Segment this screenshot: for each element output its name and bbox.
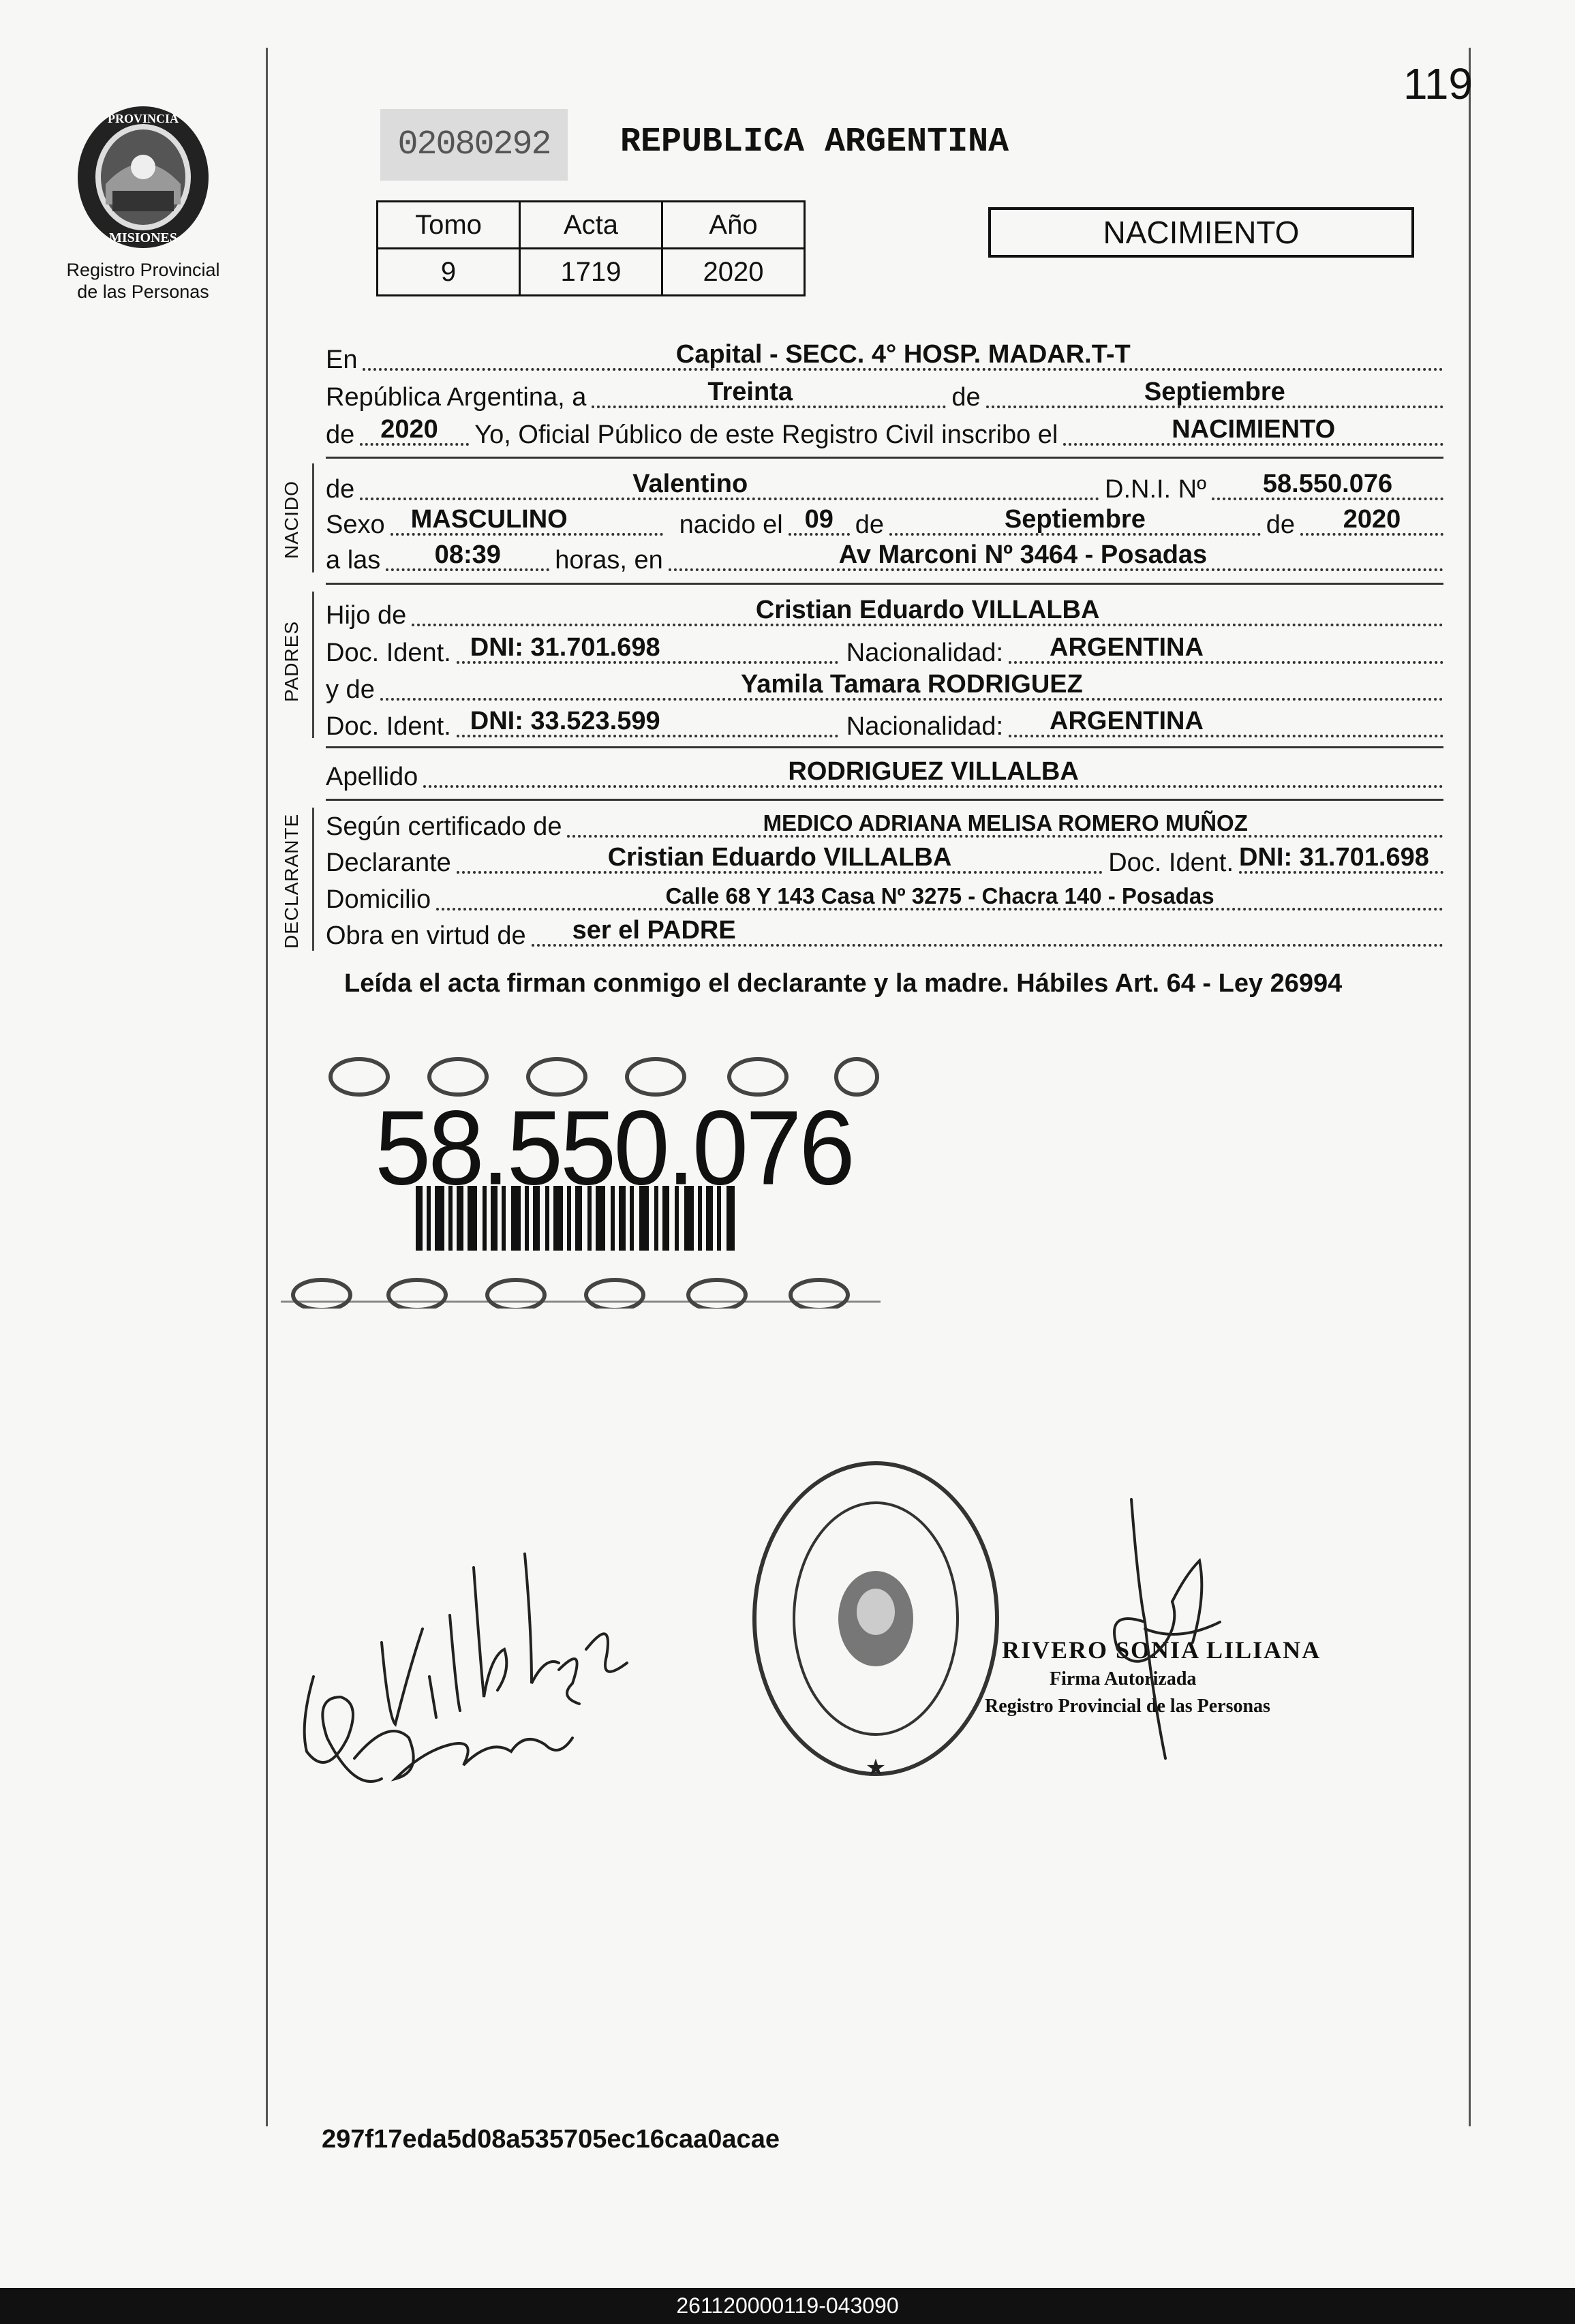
label-de: de — [951, 383, 981, 412]
row-domicilio — [326, 881, 1443, 915]
section-label-nacido: NACIDO — [281, 480, 302, 559]
serial-number: 02080292 — [380, 109, 568, 181]
svg-text:★: ★ — [865, 1755, 887, 1781]
value-inscribo: NACIMIENTO — [1172, 415, 1336, 444]
value-father-nat: ARGENTINA — [1050, 633, 1204, 662]
official-signature-icon — [1063, 1486, 1240, 1772]
page-number: 119 — [1403, 59, 1473, 108]
row-certificado — [326, 808, 1443, 842]
value-mother-nat: ARGENTINA — [1050, 707, 1204, 735]
value-apellido: RODRIGUEZ VILLALBA — [788, 757, 1079, 786]
label-de2: de — [326, 421, 355, 449]
separator-apellido — [326, 799, 1443, 801]
svg-text:PROVINCIA: PROVINCIA — [107, 112, 179, 125]
header-tomo: Tomo — [378, 202, 520, 249]
document-title: REPUBLICA ARGENTINA — [620, 123, 1009, 162]
value-father: Cristian Eduardo VILLALBA — [755, 596, 1100, 624]
value-certificado: MEDICO ADRIANA MELISA ROMERO MUÑOZ — [763, 810, 1248, 836]
separator-nacido — [326, 583, 1443, 585]
logo-caption-line2: de las Personas — [77, 281, 209, 302]
value-en: Capital - SECC. 4° HOSP. MADAR.T-T — [675, 340, 1131, 369]
label-obra: Obra en virtud de — [326, 921, 526, 950]
label-dni: D.N.I. Nº — [1105, 475, 1206, 504]
row-republica — [326, 378, 1443, 412]
label-decl-doc: Doc. Ident. — [1108, 848, 1234, 877]
legal-note: Leída el acta firman conmigo el declarante y la madre. Hábiles Art. 64 - Ley 26994 — [344, 969, 1343, 998]
record-type-box: NACIMIENTO — [988, 207, 1414, 258]
value-birth-month: Septiembre — [1004, 505, 1146, 534]
official-registry: Registro Provincial de las Personas — [985, 1696, 1270, 1717]
row-en — [326, 341, 1443, 375]
row-nacido-name — [326, 470, 1443, 504]
registry-seal-icon — [746, 1455, 1005, 1782]
label-declarante: Declarante — [326, 848, 451, 877]
value-day: Treinta — [707, 378, 793, 406]
header-ano: Año — [662, 202, 805, 249]
label-y-de: y de — [326, 675, 375, 704]
value-place: Av Marconi Nº 3464 - Posadas — [838, 540, 1208, 569]
logo-caption-line1: Registro Provincial — [66, 260, 220, 280]
label-apellido: Apellido — [326, 763, 418, 791]
value-birth-day: 09 — [804, 505, 834, 534]
value-domicilio: Calle 68 Y 143 Casa Nº 3275 - Chacra 140 - Posadas — [665, 883, 1214, 908]
row-obra — [326, 917, 1443, 951]
label-hijo-de: Hijo de — [326, 601, 407, 630]
right-margin-line — [1469, 48, 1471, 2126]
value-declarante: Cristian Eduardo VILLALBA — [607, 843, 952, 872]
value-father-doc: DNI: 31.701.698 — [470, 633, 660, 662]
registry-table-values — [378, 249, 805, 296]
row-hora — [326, 541, 1443, 575]
value-month: Septiembre — [1144, 378, 1285, 406]
value-mother-doc: DNI: 33.523.599 — [470, 707, 660, 735]
official-role: Firma Autorizada — [1050, 1668, 1197, 1690]
row-sexo — [326, 506, 1443, 540]
label-horas: horas, en — [555, 546, 663, 575]
label-domicilio: Domicilio — [326, 885, 431, 914]
official-name: RIVERO SONIA LILIANA — [1002, 1636, 1321, 1664]
svg-text:MISIONES: MISIONES — [108, 230, 178, 245]
section-label-padres: PADRES — [281, 620, 302, 702]
row-apellido — [326, 758, 1443, 792]
label-de-month: de — [855, 510, 885, 539]
left-margin-line — [266, 48, 268, 2126]
registry-table-header — [378, 202, 805, 249]
value-obra: ser el PADRE — [572, 916, 736, 945]
province-seal-icon — [75, 102, 211, 252]
footer-code: 261120000119-043090 — [676, 2293, 899, 2318]
label-en: En — [326, 346, 358, 374]
value-time: 08:39 — [434, 540, 501, 569]
section-label-declarante: DECLARANTE — [281, 813, 302, 949]
footer-code-bar — [0, 2288, 1575, 2324]
nacido-bar — [312, 463, 314, 572]
value-decl-doc: DNI: 31.701.698 — [1239, 843, 1429, 872]
registry-table — [376, 200, 806, 296]
padres-bar — [312, 592, 314, 738]
label-alas: a las — [326, 546, 381, 575]
label-sexo: Sexo — [326, 510, 385, 539]
value-child-name: Valentino — [632, 470, 748, 498]
label-mother-nat: Nacionalidad: — [846, 712, 1004, 741]
value-birth-year: 2020 — [1343, 505, 1401, 534]
value-acta: 1719 — [520, 249, 662, 296]
declarant-signature-icon — [286, 1493, 641, 1820]
row-hijo-de — [326, 596, 1443, 630]
header-acta: Acta — [520, 202, 662, 249]
label-republica: República Argentina, a — [326, 383, 587, 412]
declarante-bar — [312, 808, 314, 951]
document-hash: 297f17eda5d08a535705ec16caa0acae — [322, 2125, 780, 2154]
value-mother: Yamila Tamara RODRIGUEZ — [740, 670, 1083, 699]
value-year: 2020 — [380, 415, 438, 444]
value-child-dni: 58.550.076 — [1262, 470, 1393, 498]
value-sexo: MASCULINO — [410, 505, 568, 534]
label-mother-doc: Doc. Ident. — [326, 712, 451, 741]
province-logo — [58, 102, 228, 303]
label-certificado: Según certificado de — [326, 812, 562, 841]
label-inscribo: Yo, Oficial Público de este Registro Civil inscribo el — [474, 421, 1058, 449]
row-mother-doc — [326, 707, 1443, 741]
dni-sticker-number: 58.550.076 — [375, 1088, 853, 1208]
label-nacido-el: nacido el — [679, 510, 783, 539]
value-tomo: 9 — [378, 249, 520, 296]
row-declarante — [326, 844, 1443, 878]
label-father-nat: Nacionalidad: — [846, 639, 1004, 667]
row-y-de — [326, 671, 1443, 705]
label-de-nacido: de — [326, 475, 355, 504]
value-ano: 2020 — [662, 249, 805, 296]
label-de-year: de — [1266, 510, 1295, 539]
separator-padres — [326, 746, 1443, 748]
row-year-inscribo — [326, 416, 1443, 450]
separator-intro — [326, 457, 1443, 459]
row-father-doc — [326, 634, 1443, 668]
label-father-doc: Doc. Ident. — [326, 639, 451, 667]
